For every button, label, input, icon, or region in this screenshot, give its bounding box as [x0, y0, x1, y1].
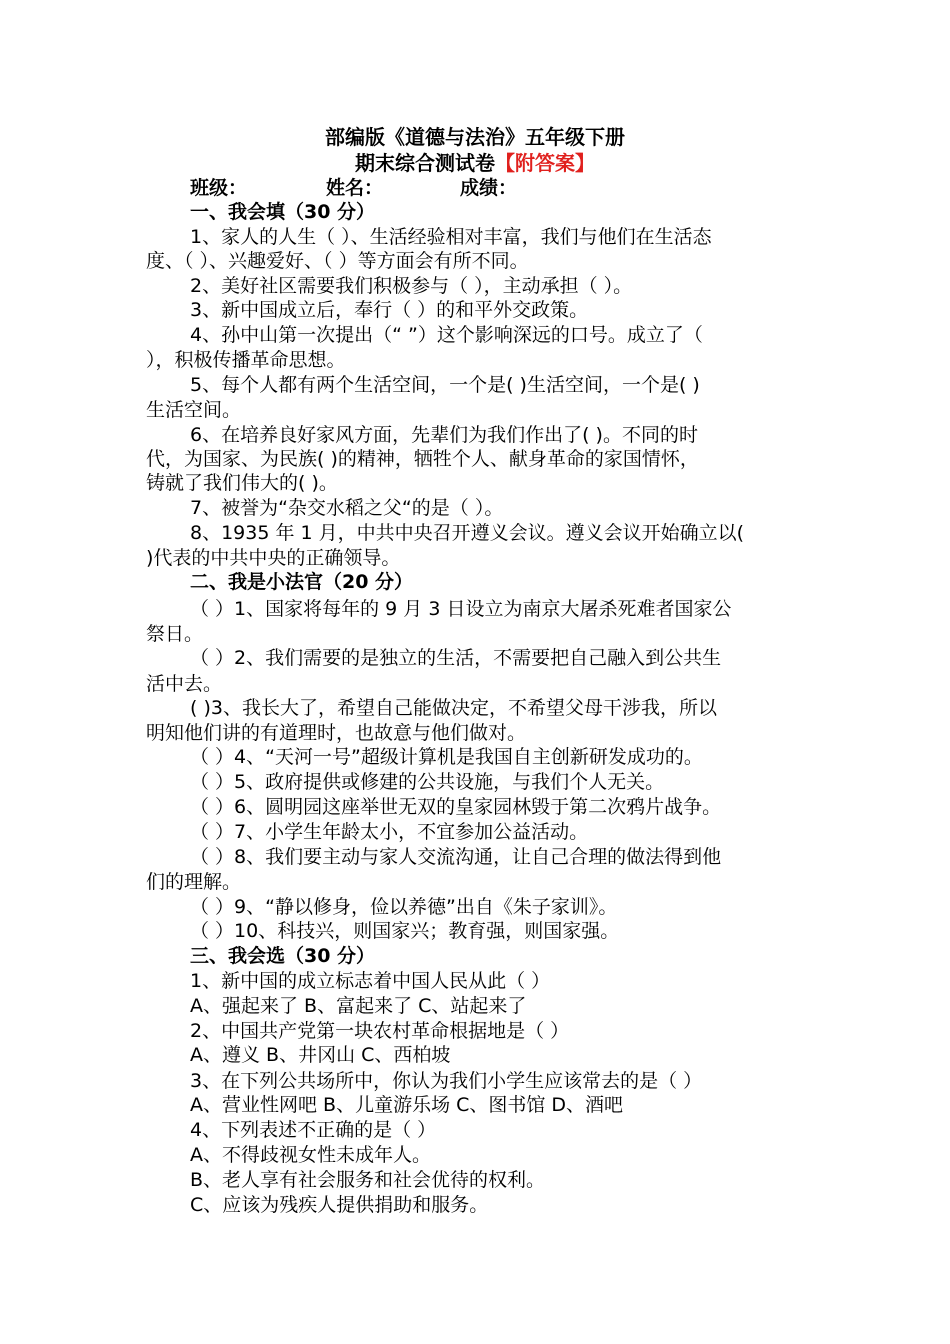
section1-line: 8、1935 年 1 月，中共中央召开遵义会议。遵义会议开始确立以(: [190, 522, 745, 544]
section2-line: （ ）6、圆明园这座举世无双的皇家园林毁于第二次鸦片战争。: [190, 796, 722, 818]
info-score-label: 成绩：: [460, 177, 518, 199]
section1-line: 代，为国家、为民族( )的精神，牺牲个人、献身革命的家国情怀，: [146, 448, 699, 470]
section2-line: （ ）4、“天河一号”超级计算机是我国自主创新研发成功的。: [190, 746, 703, 768]
page-subtitle: [0, 150, 950, 176]
section2-line: （ ）2、我们需要的是独立的生活，不需要把自己融入到公共生: [190, 647, 722, 669]
section1-line: ），积极传播革命思想。: [146, 349, 346, 371]
section2-line: 祭日。: [146, 623, 204, 645]
section3-line: 3、在下列公共场所中，你认为我们小学生应该常去的是（ ）: [190, 1070, 703, 1092]
info-class-label: 班级：: [190, 177, 248, 199]
section2-line: （ ）7、小学生年龄太小，不宜参加公益活动。: [190, 821, 589, 843]
section2-line: （ ）10、科技兴，则国家兴；教育强，则国家强。: [190, 920, 620, 942]
subtitle-main: 期末综合测试卷: [355, 151, 495, 175]
section2-line: 明知他们讲的有道理时，也故意与他们做对。: [146, 722, 527, 744]
section1-line: 4、孙中山第一次提出（“ ”）这个影响深远的口号。成立了（: [190, 324, 703, 346]
section3-option-line: A、不得歧视女性未成年人。: [190, 1144, 431, 1166]
section1-line: )代表的中共中央的正确领导。: [146, 547, 401, 569]
section2-line: （ ）1、国家将每年的 9 月 3 日设立为南京大屠杀死难者国家公: [190, 598, 732, 620]
section3-option-line: A、遵义 B、井冈山 C、西柏坡: [190, 1044, 451, 1066]
section3-option-line: A、强起来了 B、富起来了 C、站起来了: [190, 995, 527, 1017]
section2-line: ( )3、我长大了，希望自己能做决定，不希望父母干涉我，所以: [190, 697, 717, 719]
section1-line: 度、（ ）、兴趣爱好、（ ）等方面会有所不同。: [146, 250, 529, 272]
section2-line: 活中去。: [146, 673, 223, 695]
section2-line: 们的理解。: [146, 871, 242, 893]
section1-line: 5、每个人都有两个生活空间，一个是( )生活空间，一个是( ): [190, 374, 700, 396]
section2-heading: 二、我是小法官（20 分）: [190, 571, 414, 593]
section1-line: 铸就了我们伟大的( )。: [146, 472, 338, 494]
info-name-label: 姓名：: [326, 177, 384, 199]
section1-line: 3、新中国成立后，奉行（ ）的和平外交政策。: [190, 299, 589, 321]
section1-line: 1、家人的人生（ ）、生活经验相对丰富，我们与他们在生活态: [190, 226, 712, 248]
section2-line: （ ）5、政府提供或修建的公共设施，与我们个人无关。: [190, 771, 665, 793]
section1-line: 2、美好社区需要我们积极参与（ ），主动承担（ ）。: [190, 275, 633, 297]
page-title: 部编版《道德与法治》五年级下册: [325, 125, 625, 149]
section3-option-line: C、应该为残疾人提供捐助和服务。: [190, 1194, 489, 1216]
section1-line: 生活空间。: [146, 399, 242, 421]
section1-heading: 一、我会填（30 分）: [190, 201, 376, 223]
answer-tag: 【附答案】: [495, 151, 595, 175]
section3-option-line: B、老人享有社会服务和社会优待的权利。: [190, 1169, 546, 1191]
section2-line: （ ）9、“静以修身，俭以养德”出自《朱子家训》。: [190, 896, 618, 918]
section3-line: 2、中国共产党第一块农村革命根据地是（ ）: [190, 1020, 570, 1042]
section2-line: （ ）8、我们要主动与家人交流沟通，让自己合理的做法得到他: [190, 846, 722, 868]
section3-line: 1、新中国的成立标志着中国人民从此（ ）: [190, 970, 551, 992]
section1-line: 6、在培养良好家风方面，先辈们为我们作出了( )。不同的时: [190, 424, 698, 446]
section3-line: 4、下列表述不正确的是（ ）: [190, 1119, 437, 1141]
section3-option-line: A、营业性网吧 B、儿童游乐场 C、图书馆 D、酒吧: [190, 1094, 624, 1116]
section1-line: 7、被誉为“杂交水稻之父“的是（ ）。: [190, 497, 504, 519]
section3-heading: 三、我会选（30 分）: [190, 945, 376, 967]
